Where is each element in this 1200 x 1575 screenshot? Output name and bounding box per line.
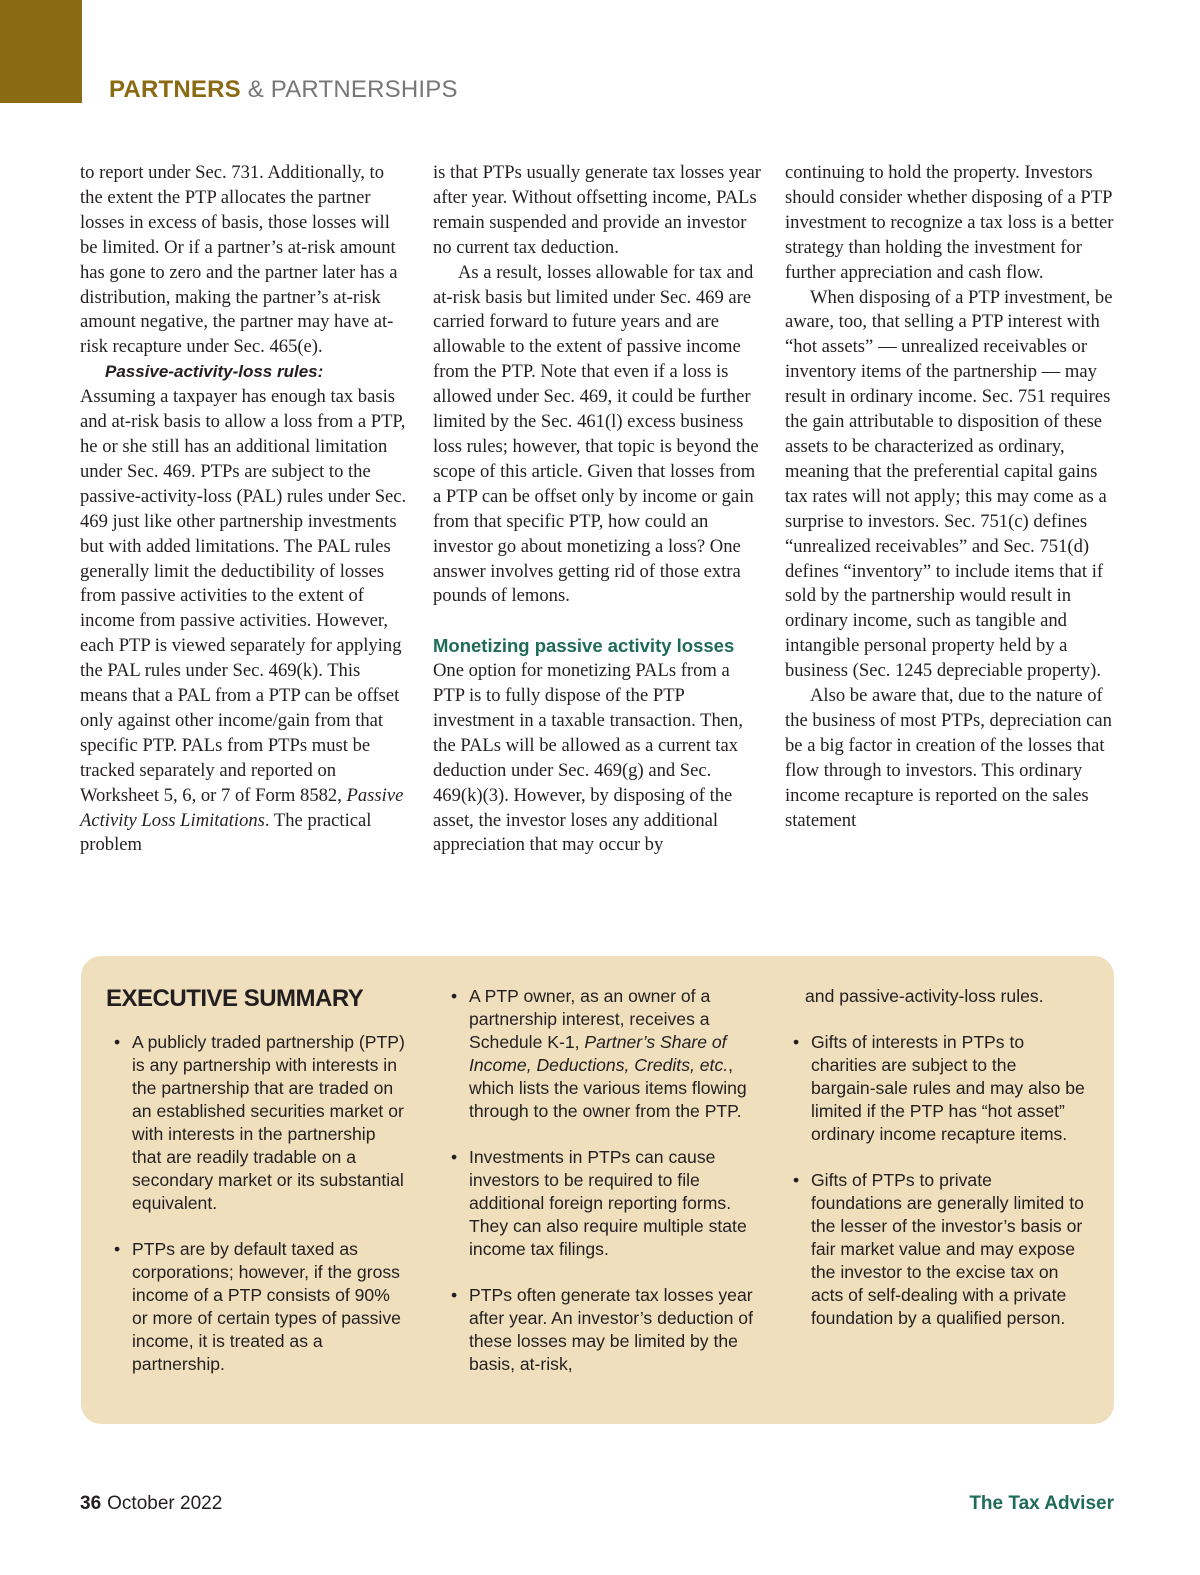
schedule-k1-title: Partner’s Share of Income, Deductions, Credits, etc. [469,1032,729,1075]
article-column-1 [80,161,410,858]
issue-date: October 2022 [107,1493,223,1514]
form-8582-title: Passive Activity Loss Limitations [80,784,404,831]
column1-paragraph-2: Assuming a taxpayer has enough tax basis and at-risk basis to allow a loss from a PTP, he or she still has an additional limitation under Sec. 469. PTPs are subject to the passive-activity-loss (PAL) rules under Sec. 469 just like other partnership investments but with added limitations. The PAL rules generally limit the deductibility of losses from passive activities to the extent of income from passive activities. However, each PTP is viewed separately for applying the PAL rules under Sec. 469(k). This means that a PAL from a PTP can be offset only against other income/gain from that specific PTP. PALs from PTPs must be tracked separately and reported on Worksheet 5, 6, or 7 of Form 8582, Passive Activity Loss Limitations. The practical problem [80,386,407,856]
summary-bullet: • PTPs are by default taxed as corporations; however, if the gross income of a PTP consists of 90% or more of certain types of passive income, it is treated as a partnership. [106,1238,406,1376]
column2-paragraph-2: As a result, losses allowable for tax and at-risk basis but limited under Sec. 469 are carried forward to future years and are allowable to the extent of passive income from the PTP. Note that even if a loss is allowed under Sec. 469, it could be further limited by the Sec. 461(l) excess business loss rules; however, that topic is beyond the scope of this article. Given that losses from a PTP can be offset only by income or gain from that specific PTP, how could an investor go about monetizing a loss? One answer involves getting rid of those extra pounds of lemons. [433,261,759,607]
article-column-3 [785,161,1115,833]
summary-bullet: • A PTP owner, as an owner of a partnership interest, receives a Schedule K-1, Partner’s Share of Income, Deductions, Credits, etc., which lists the various items flowing through to the owner from the PTP. [443,985,753,1123]
section-header [109,76,458,104]
section-header-bold: PARTNERS [109,76,241,103]
footer-folio [80,1493,222,1515]
column3-paragraph-1: continuing to hold the property. Investors should consider whether disposing of a PTP investment to recognize a tax loss is a better strategy than holding the investment for further appreciation and cash flow. [785,162,1114,283]
column2-paragraph-3: One option for monetizing PALs from a PTP is to fully dispose of the PTP investment in a taxable transaction. Then, the PALs will be allowed as a current tax deduction under Sec. 469(g) and Sec. 469(k)(3). However, by disposing of the asset, the investor loses any additional appreciation that may occur by [433,660,743,856]
section-header-light: & PARTNERSHIPS [247,76,458,103]
publication-name: The Tax Adviser [969,1493,1114,1514]
summary-bullet: • A publicly traded partnership (PTP) is any partnership with interests in the partnership that are traded on an established securities market or with interests in the partnership that are readily tradable on a secondary market or its substantial equivalent. [106,1031,406,1215]
column3-paragraph-2: When disposing of a PTP investment, be aware, too, that selling a PTP interest with “hot assets” — unrealized receivables or inventory items of the partnership — may result in ordinary income. Sec. 751 requires the gain attributable to disposition of these assets to be characterized as ordinary, meaning that the preferential capital gains tax rates will not apply; this may come as a surprise to investors. Sec. 751(c) defines “unrealized receivables” and Sec. 751(d) defines “inventory” to include items that if sold by the partnership would result in ordinary income, such as tangible and intangible personal property held by a business (Sec. 1245 depreciable property). [785,286,1113,682]
summary-bullet: • Gifts of PTPs to private foundations are generally limited to the lesser of the investor’s basis or fair market value and may expose the investor to the excise tax on acts of self-dealing with a private foundation by a qualified person. [785,1169,1085,1330]
article-column-2 [433,161,763,858]
summary-bullet-continuation: and passive-activity-loss rules. [805,986,1044,1006]
executive-summary-title: EXECUTIVE SUMMARY [106,985,364,1012]
summary-bullet: • Investments in PTPs can cause investors to be required to file additional foreign reporting forms. They can also require multiple state income tax filings. [443,1146,753,1261]
passive-activity-loss-heading: Passive-activity-loss rules: [105,362,324,382]
summary-bullet: • Gifts of interests in PTPs to charities are subject to the bargain-sale rules and may also be limited if the PTP has “hot asset” ordinary income recapture items. [785,1031,1085,1146]
page-number: 36 [80,1493,102,1514]
column1-paragraph-1: to report under Sec. 731. Additionally, to the extent the PTP allocates the partner losses in excess of basis, those losses will be limited. Or if a partner’s at-risk amount has gone to zero and the partner later has a distribution, making the partner’s at-risk amount negative, the partner may have at-risk recapture under Sec. 465(e). [80,162,398,358]
corner-color-block [0,0,82,103]
summary-column-2 [443,985,753,1399]
monetizing-losses-subheading: Monetizing passive activity losses [433,635,735,657]
summary-column-1 [106,1031,406,1399]
column2-paragraph-1: is that PTPs usually generate tax losses year after year. Without offsetting income, PALs remain suspended and provide an investor no current tax deduction. [433,162,761,258]
column3-paragraph-3: Also be aware that, due to the nature of the business of most PTPs, depreciation can be a big factor in creation of the losses that flow through to investors. This ordinary income recapture is reported on the sales statement [785,685,1112,831]
summary-bullet: • PTPs often generate tax losses year after year. An investor’s deduction of these losses may be limited by the basis, at-risk, [443,1284,753,1376]
summary-column-3 [785,985,1085,1353]
